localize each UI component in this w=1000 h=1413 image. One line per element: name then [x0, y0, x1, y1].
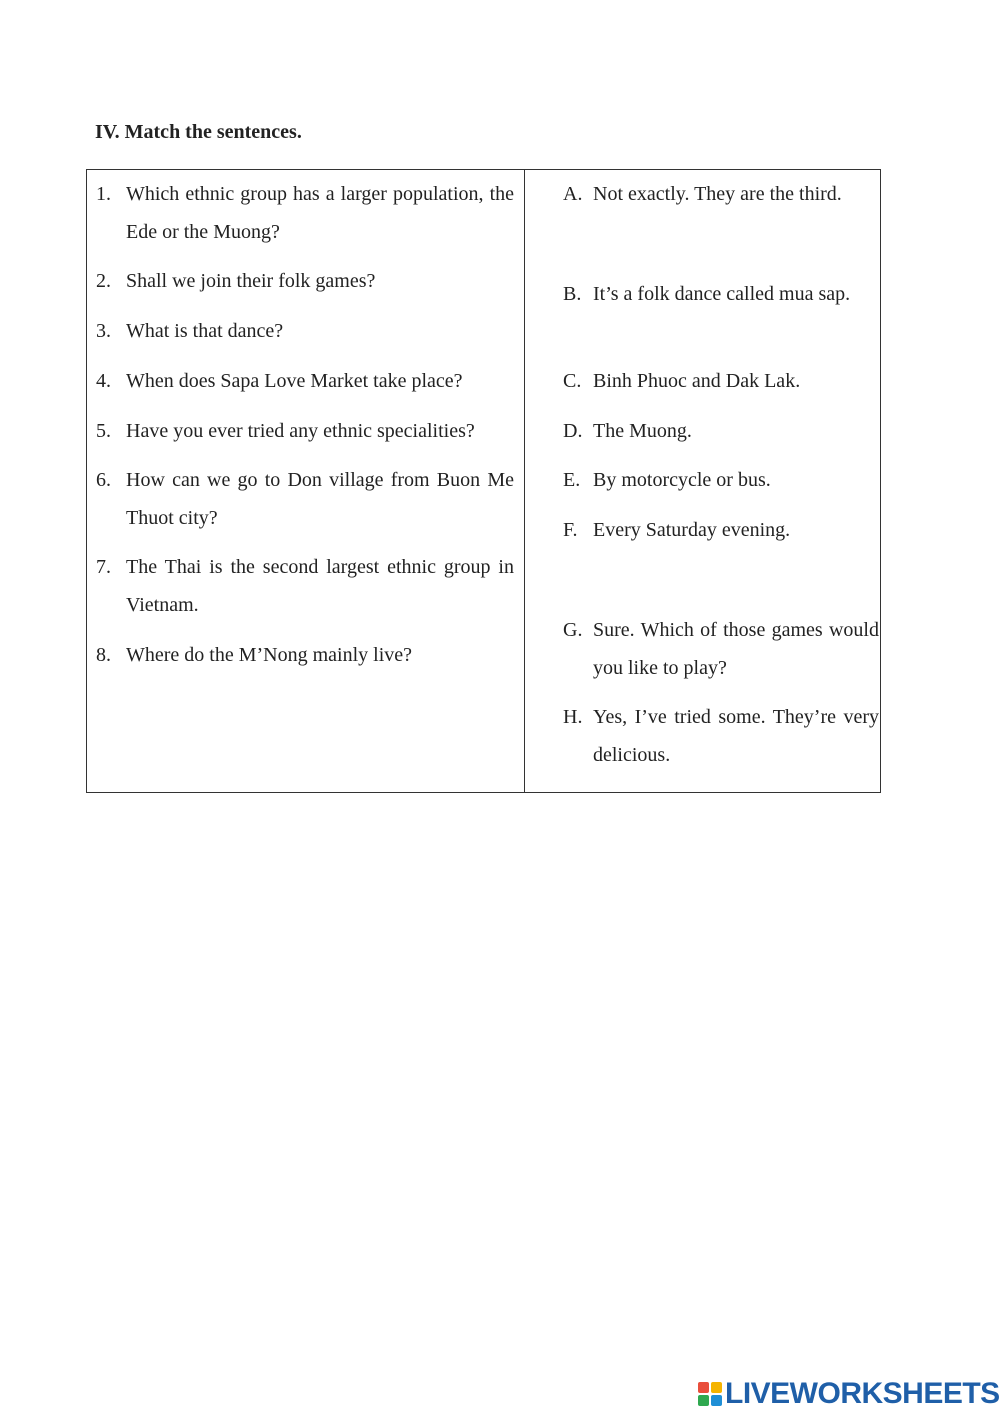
liveworksheets-logo-icon: [698, 1382, 722, 1406]
answer-letter: B.: [563, 283, 582, 305]
answer-item: [563, 461, 879, 499]
question-number: 8.: [96, 644, 111, 666]
answer-item: [563, 611, 879, 687]
logo-square: [711, 1382, 722, 1393]
answer-text: It’s a folk dance called mua sap.: [593, 283, 851, 305]
answer-text: Every Saturday evening.: [593, 519, 791, 541]
question-number: 1.: [96, 183, 111, 205]
answer-item: [563, 175, 879, 213]
question-item: [96, 362, 514, 400]
question-text: Have you ever tried any ethnic specialities?: [126, 420, 475, 442]
question-number: 4.: [96, 370, 111, 392]
answer-letter: E.: [563, 469, 581, 491]
answer-letter: H.: [563, 706, 583, 728]
questions-column: [87, 170, 525, 792]
question-text: Which ethnic group has a larger population, the Ede or the Muong?: [126, 183, 514, 243]
question-text: What is that dance?: [126, 320, 284, 342]
answer-letter: D.: [563, 420, 583, 442]
logo-square: [698, 1395, 709, 1406]
liveworksheets-logo[interactable]: [698, 1377, 1000, 1411]
question-number: 2.: [96, 270, 111, 292]
answer-text: Yes, I’ve tried some. They’re very delicious.: [593, 706, 879, 766]
answer-letter: A.: [563, 183, 583, 205]
question-number: 7.: [96, 556, 111, 578]
page-title: IV. Match the sentences.: [95, 121, 302, 143]
question-number: 3.: [96, 320, 111, 342]
question-text: When does Sapa Love Market take place?: [126, 370, 463, 392]
question-item: [96, 412, 514, 450]
question-item: [96, 262, 514, 300]
answer-text: Sure. Which of those games would you like to play?: [593, 619, 879, 679]
brand-name: LIVEWORKSHEETS: [725, 1377, 1000, 1410]
answers-column: [525, 170, 880, 792]
question-text: Where do the M’Nong mainly live?: [126, 644, 413, 666]
question-item: [96, 312, 514, 350]
answer-text: The Muong.: [593, 420, 692, 442]
question-text: The Thai is the second largest ethnic group in Vietnam.: [126, 556, 514, 616]
answer-item: [563, 698, 879, 774]
answer-letter: F.: [563, 519, 578, 541]
logo-square: [711, 1395, 722, 1406]
answer-item: [563, 362, 879, 400]
answer-item: [563, 275, 879, 313]
answer-text: Not exactly. They are the third.: [593, 183, 842, 205]
match-table: [86, 169, 881, 793]
answer-item: [563, 511, 879, 549]
question-number: 6.: [96, 469, 111, 491]
answer-text: By motorcycle or bus.: [593, 469, 771, 491]
question-item: [96, 636, 514, 674]
answer-item: [563, 412, 879, 450]
question-item: [96, 175, 514, 251]
question-text: Shall we join their folk games?: [126, 270, 376, 292]
answer-text: Binh Phuoc and Dak Lak.: [593, 370, 801, 392]
answer-letter: G.: [563, 619, 583, 641]
question-text: How can we go to Don village from Buon Me Thuot city?: [126, 469, 514, 529]
question-item: [96, 548, 514, 624]
question-item: [96, 461, 514, 537]
question-number: 5.: [96, 420, 111, 442]
logo-square: [698, 1382, 709, 1393]
answer-letter: C.: [563, 370, 582, 392]
